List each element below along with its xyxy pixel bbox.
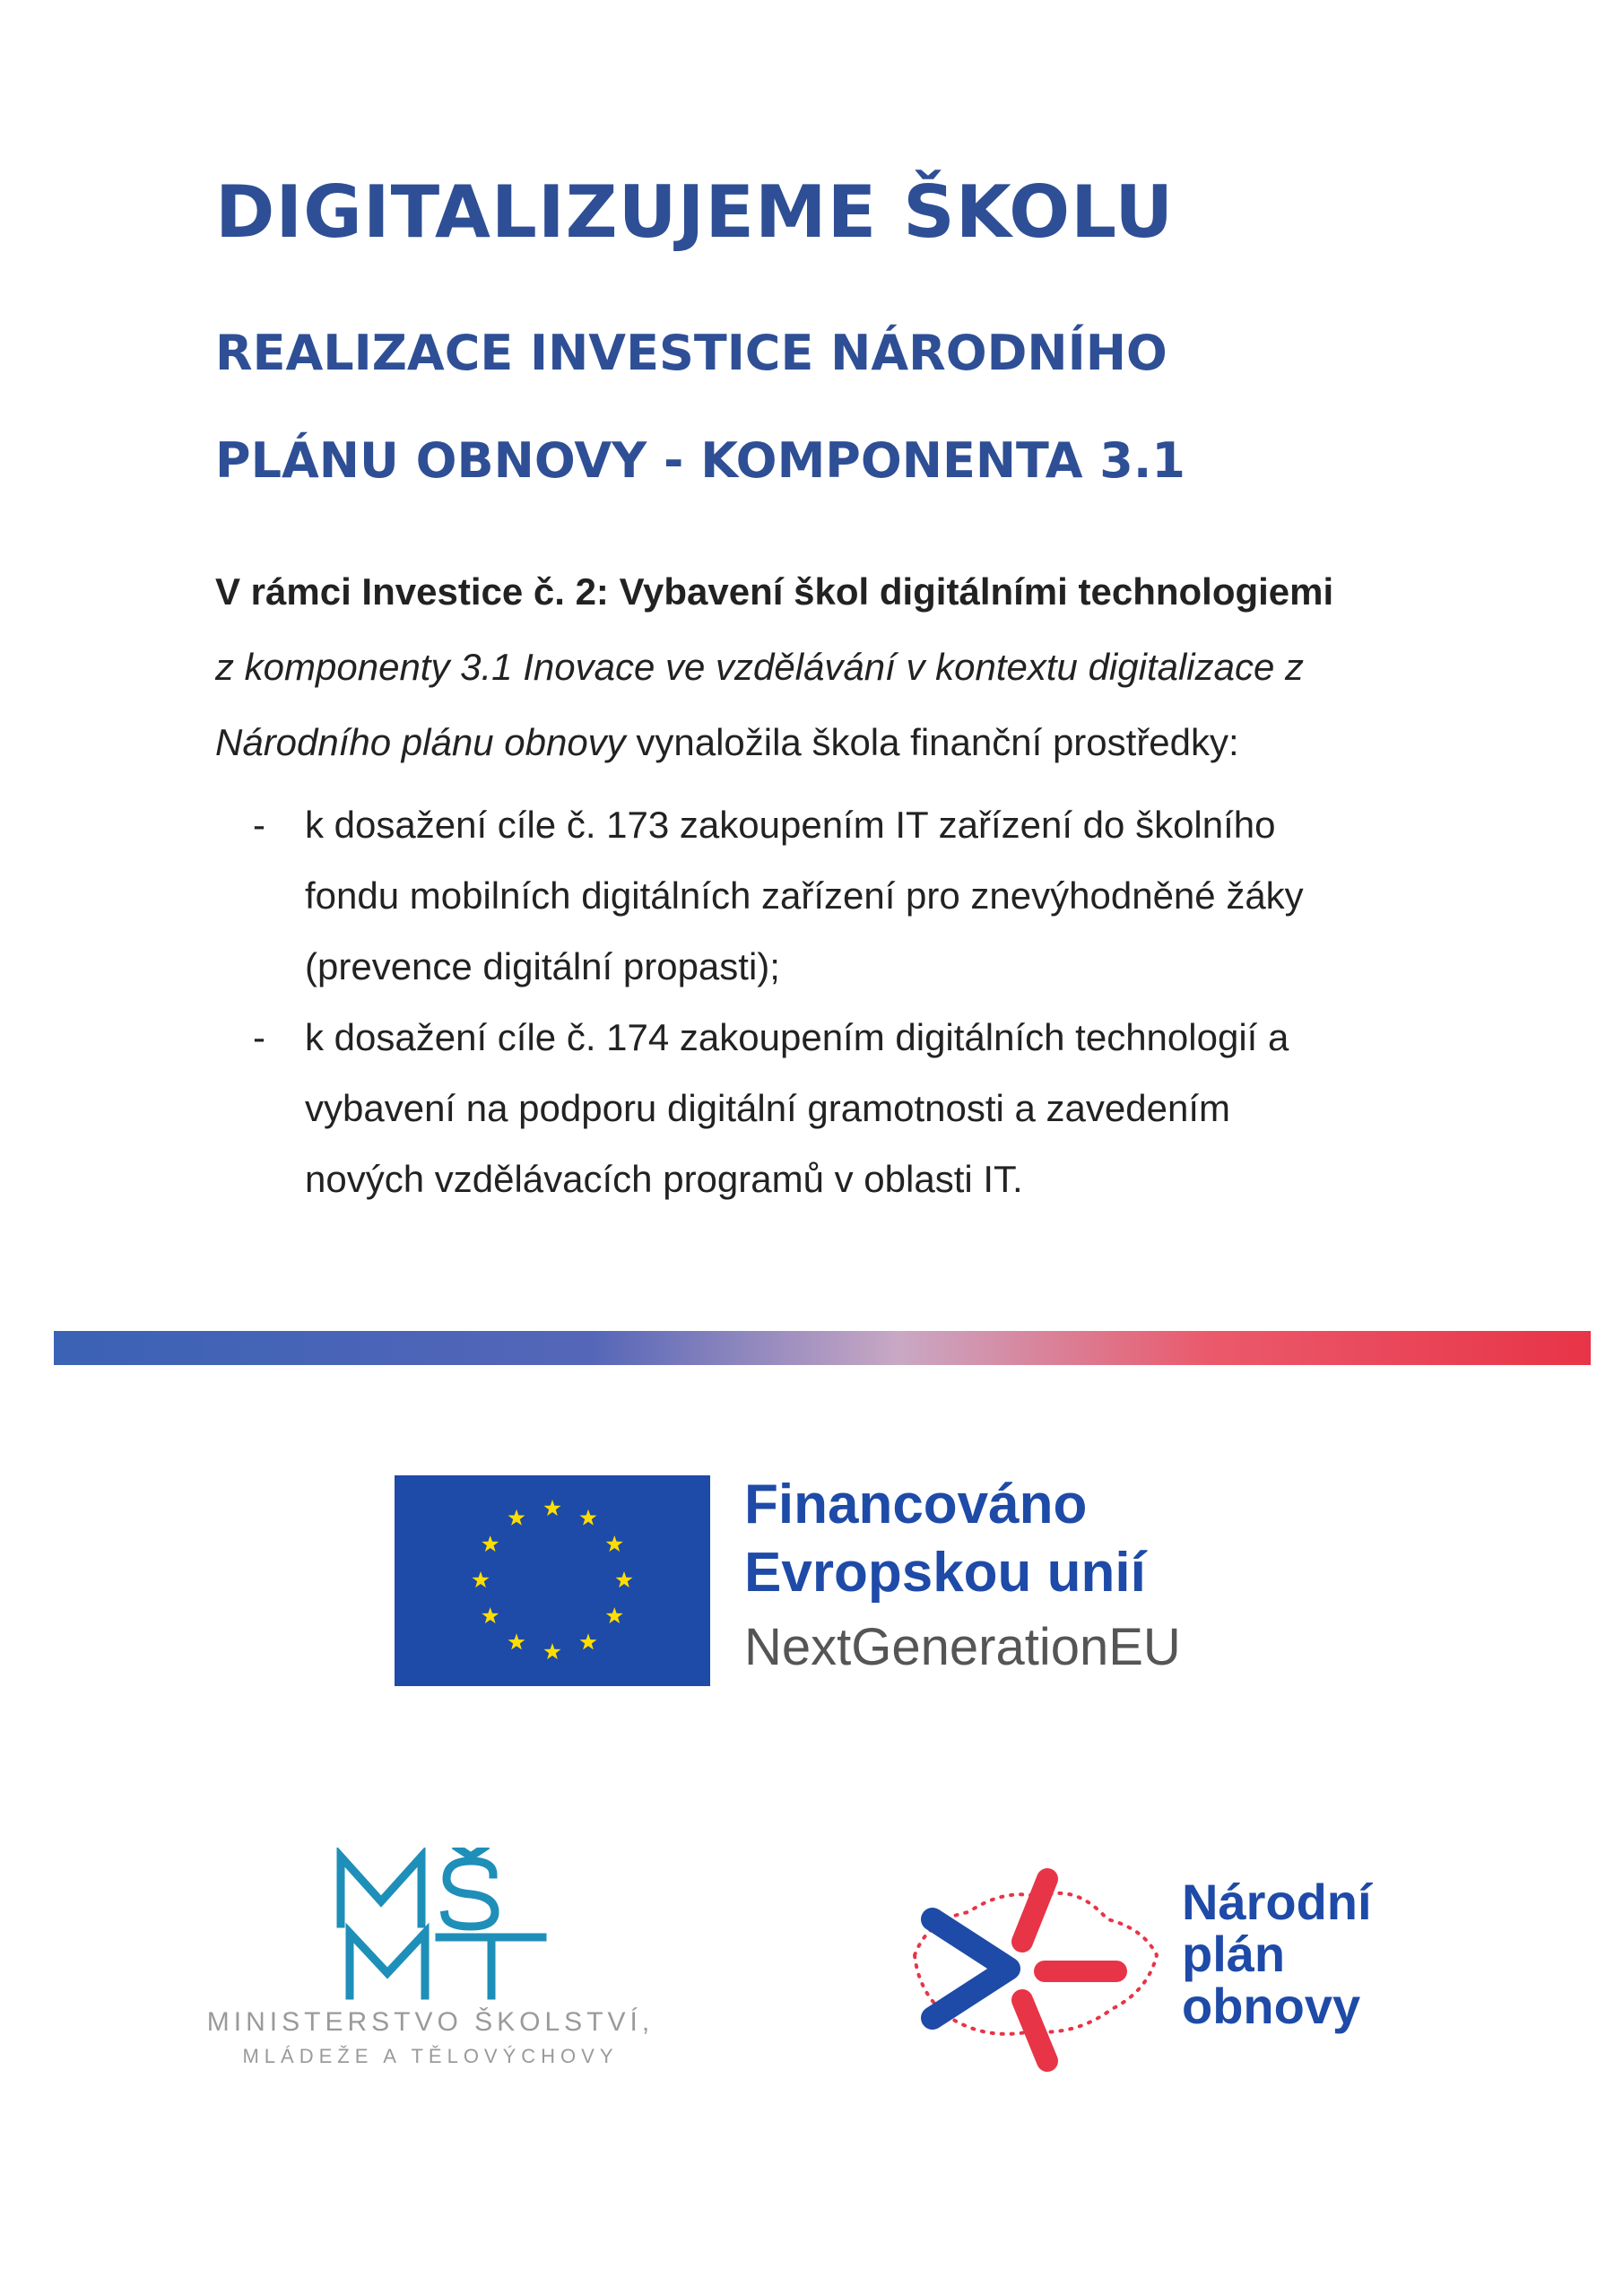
goals-list	[215, 789, 1471, 1214]
eu-flag-icon	[395, 1475, 710, 1686]
eu-line-2: Evropskou unií	[744, 1542, 1146, 1604]
eu-star-icon	[606, 1535, 623, 1552]
bullet-line: k dosažení cíle č. 173 zakoupením IT zařízení do školního	[305, 804, 1276, 846]
bullet-dash: -	[253, 804, 265, 846]
eu-star-icon	[482, 1535, 499, 1552]
eu-star-icon	[543, 1500, 560, 1516]
intro-bold: V rámci Investice č. 2: Vybavení škol digitálními technologiemi	[215, 570, 1334, 613]
subtitle-line-2: PLÁNU OBNOVY - KOMPONENTA 3.1	[215, 432, 1185, 489]
bullet-dash: -	[253, 1016, 265, 1058]
bullet-line: k dosažení cíle č. 174 zakoupením digitálních technologií a	[305, 1016, 1289, 1058]
npo-line-2: plán	[1182, 1926, 1286, 1982]
intro-italic-1: z komponenty 3.1 Inovace ve vzdělávání v kontextu digitalizace z	[215, 646, 1305, 688]
page-title: DIGITALIZUJEME ŠKOLU	[215, 170, 1175, 254]
eu-line-1: Financováno	[744, 1474, 1088, 1535]
bullet-line: fondu mobilních digitálních zařízení pro znevýhodněné žáky	[305, 874, 1304, 917]
list-item	[215, 1002, 1471, 1214]
eu-star-icon	[508, 1633, 525, 1649]
gradient-divider	[54, 1331, 1591, 1365]
intro-tail: vynaložila škola finanční prostředky:	[625, 721, 1239, 763]
list-item	[215, 789, 1471, 1002]
eu-line-3: NextGenerationEU	[744, 1618, 1181, 1676]
subtitle-line-1: REALIZACE INVESTICE NÁRODNÍHO	[215, 325, 1167, 381]
bullet-line: (prevence digitální propasti);	[305, 945, 780, 987]
eu-funding-text	[744, 1471, 1181, 1688]
eu-star-icon	[615, 1571, 632, 1587]
npo-logo-icon	[897, 1857, 1166, 2072]
msmt-logo-icon	[332, 1848, 556, 2000]
eu-star-icon	[579, 1509, 596, 1526]
bullet-line: vybavení na podporu digitální gramotnosti a zavedením	[305, 1087, 1230, 1129]
eu-star-icon	[482, 1607, 499, 1623]
eu-star-icon	[579, 1633, 596, 1649]
msmt-name-line-1: MINISTERSTVO ŠKOLSTVÍ,	[206, 2007, 655, 2037]
npo-wordmark	[1182, 1876, 1372, 2032]
eu-star-icon	[543, 1643, 560, 1659]
eu-star-icon	[606, 1607, 623, 1623]
intro-italic-2: Národního plánu obnovy	[215, 721, 626, 763]
npo-line-1: Národní	[1182, 1874, 1372, 1930]
eu-star-icon	[472, 1571, 489, 1587]
msmt-name-line-2: MLÁDEŽE A TĚLOVÝCHOVY	[242, 2045, 619, 2067]
intro-paragraph	[215, 554, 1488, 780]
eu-star-icon	[508, 1509, 525, 1526]
bullet-line: nových vzdělávacích programů v oblasti IT.	[305, 1158, 1023, 1200]
npo-line-3: obnovy	[1182, 1978, 1361, 2034]
